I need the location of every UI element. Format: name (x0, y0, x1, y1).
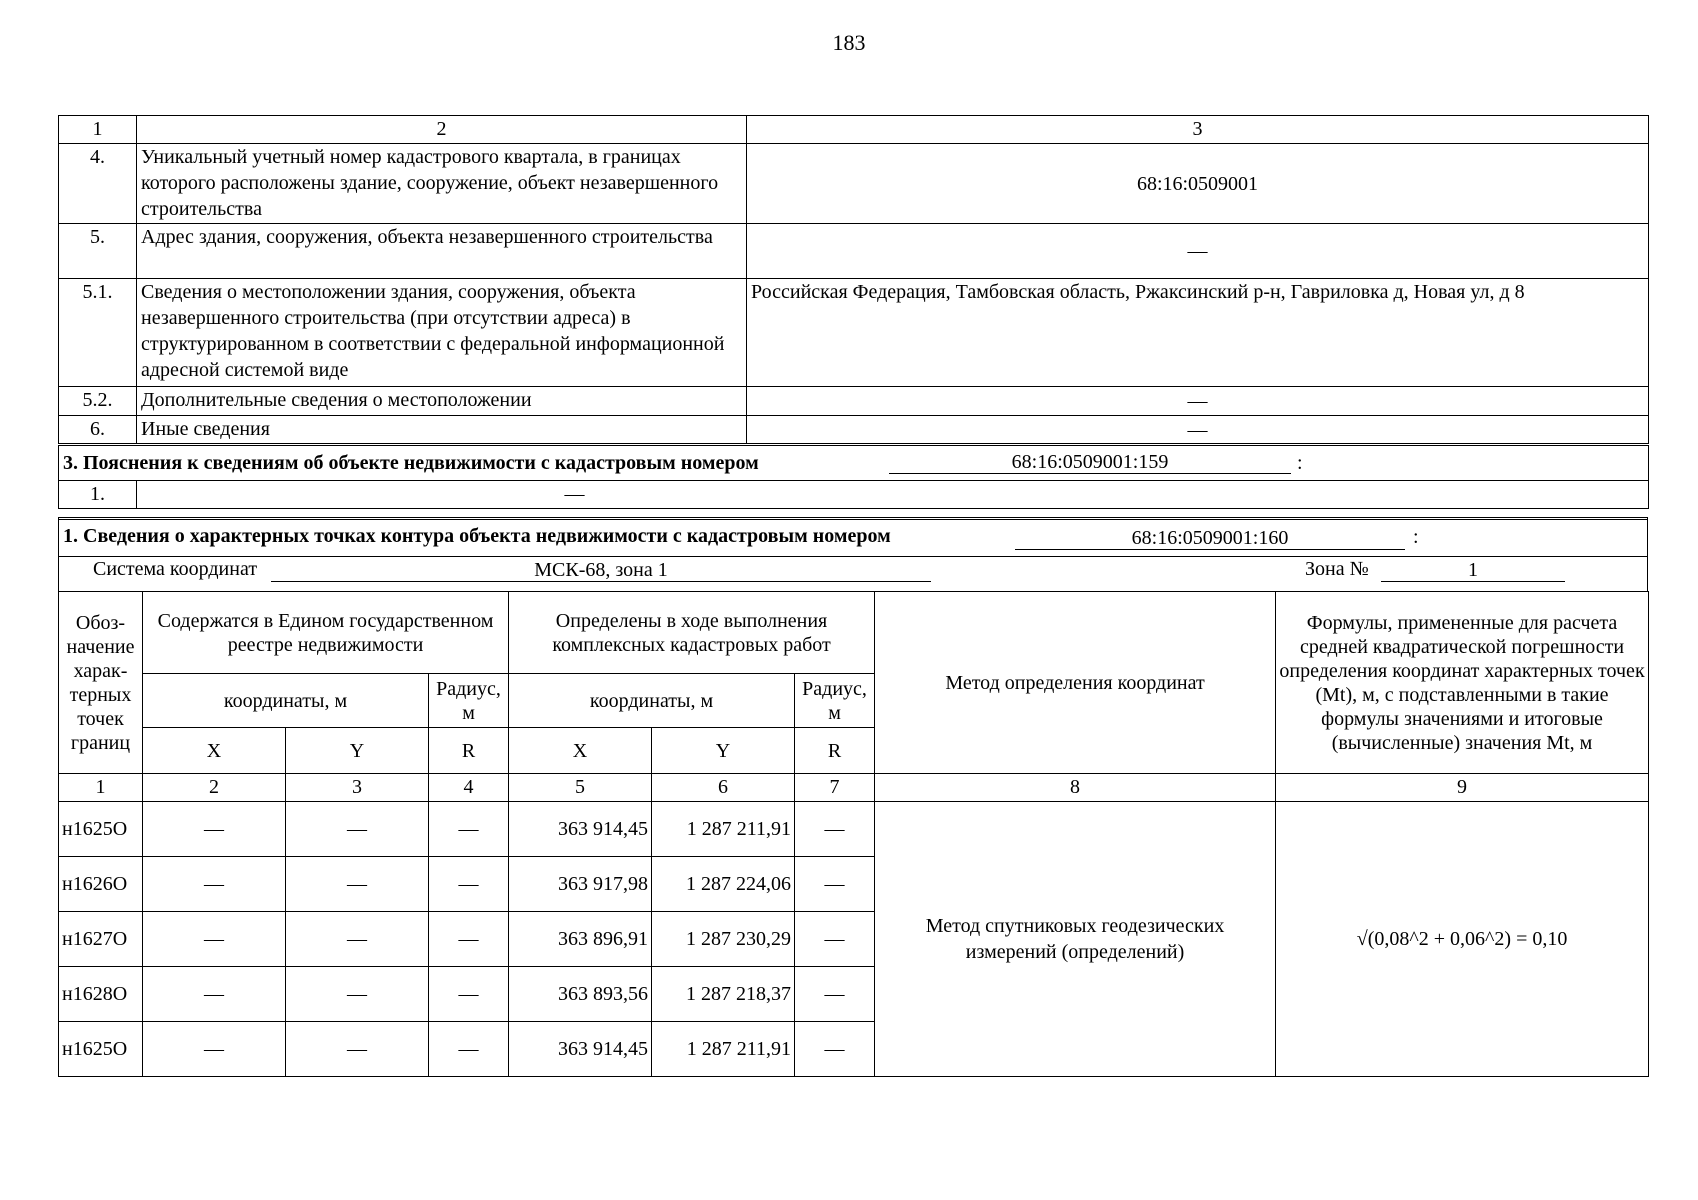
row-value: — (747, 224, 1649, 279)
coord-system-label: Система координат (93, 558, 258, 580)
header-kkr-y: Y (652, 728, 795, 774)
row-number: 1. (59, 481, 137, 509)
egrn-r: — (429, 912, 509, 967)
row-label: Адрес здания, сооружения, объекта незавершенного строительства (137, 224, 747, 279)
col-num-7: 7 (795, 774, 875, 802)
section3-row (59, 481, 1649, 509)
kkr-x: 363 893,56 (509, 967, 652, 1022)
header-kkr: Определены в ходе выполнения комплексных кадастровых работ (509, 592, 875, 674)
egrn-x: — (143, 967, 286, 1022)
section3-cadastral-number: 68:16:0509001:159 (889, 451, 1291, 474)
col-num-3: 3 (286, 774, 429, 802)
header-kkr-radius: Радиус, м (795, 674, 875, 728)
header-egrn: Содержатся в Едином государственном реестре недвижимости (143, 592, 509, 674)
row-value: — (747, 416, 1649, 445)
header-egrn-r: R (429, 728, 509, 774)
section1-title-line (59, 517, 1647, 557)
row-number: 4. (59, 144, 137, 224)
kkr-y: 1 287 211,91 (652, 1022, 795, 1077)
row-number: 5.1. (59, 279, 137, 387)
row-value: 68:16:0509001 (747, 144, 1649, 224)
kkr-y: 1 287 218,37 (652, 967, 795, 1022)
header-egrn-radius: Радиус, м (429, 674, 509, 728)
egrn-x: — (143, 802, 286, 857)
kkr-y: 1 287 230,29 (652, 912, 795, 967)
row-number: 5.2. (59, 387, 137, 416)
row-value: Российская Федерация, Тамбовская область, Ржаксинский р-н, Гавриловка д, Новая ул, д 8 (747, 279, 1649, 387)
zone-label: Зона № (1305, 558, 1369, 580)
attribute-row-location (59, 279, 1649, 387)
header-egrn-x: X (143, 728, 286, 774)
point-id: н1628О (59, 967, 143, 1022)
kkr-r: — (795, 912, 875, 967)
col-num-1: 1 (59, 116, 137, 144)
kkr-r: — (795, 802, 875, 857)
zone-value: 1 (1381, 559, 1565, 582)
attribute-row-other-info (59, 416, 1649, 445)
point-id: н1627О (59, 912, 143, 967)
kkr-r: — (795, 967, 875, 1022)
egrn-y: — (286, 802, 429, 857)
kkr-x: 363 914,45 (509, 802, 652, 857)
col-num-8: 8 (875, 774, 1276, 802)
formula-cell: √(0,08^2 + 0,06^2) = 0,10 (1276, 802, 1649, 1077)
section1-colon: : (1413, 526, 1419, 548)
kkr-y: 1 287 211,91 (652, 802, 795, 857)
col-num-3: 3 (747, 116, 1649, 144)
egrn-x: — (143, 912, 286, 967)
egrn-y: — (286, 912, 429, 967)
points-table (58, 591, 1649, 1077)
row-label: Дополнительные сведения о местоположении (137, 387, 747, 416)
header-designation: Обоз-начение харак-терных точек границ (59, 592, 143, 774)
point-id: н1626О (59, 857, 143, 912)
section1-cadastral-number: 68:16:0509001:160 (1015, 527, 1405, 550)
col-num-6: 6 (652, 774, 795, 802)
kkr-y: 1 287 224,06 (652, 857, 795, 912)
attributes-table (58, 115, 1649, 509)
header-kkr-x: X (509, 728, 652, 774)
row-label: Сведения о местоположении здания, сооружения, объекта незавершенного строительства (при отсутствии адреса) в структурированном в соответствии с федеральной информационной адресной системой виде (137, 279, 747, 387)
col-num-2: 2 (143, 774, 286, 802)
section1-header (58, 517, 1648, 591)
column-number-row (59, 116, 1649, 144)
col-num-1: 1 (59, 774, 143, 802)
egrn-y: — (286, 967, 429, 1022)
kkr-x: 363 914,45 (509, 1022, 652, 1077)
egrn-r: — (429, 857, 509, 912)
row-value: — (747, 387, 1649, 416)
header-kkr-r: R (795, 728, 875, 774)
header-egrn-coords: координаты, м (143, 674, 429, 728)
egrn-r: — (429, 802, 509, 857)
point-id: н1625О (59, 1022, 143, 1077)
attribute-row-additional-location (59, 387, 1649, 416)
row-label: Иные сведения (137, 416, 747, 445)
attribute-row-address (59, 224, 1649, 279)
header-method: Метод определения координат (875, 592, 1276, 774)
egrn-y: — (286, 857, 429, 912)
kkr-r: — (795, 1022, 875, 1077)
col-num-5: 5 (509, 774, 652, 802)
section1-title: 1. Сведения о характерных точках контура объекта недвижимости с кадастровым номером (63, 525, 891, 547)
point-id: н1625О (59, 802, 143, 857)
col-num-2: 2 (137, 116, 747, 144)
coordinate-system-line (59, 553, 1647, 591)
col-num-4: 4 (429, 774, 509, 802)
section3-title: 3. Пояснения к сведениям об объекте недвижимости с кадастровым номером (63, 452, 759, 474)
kkr-x: 363 917,98 (509, 857, 652, 912)
section3-title-row (59, 445, 1649, 481)
kkr-x: 363 896,91 (509, 912, 652, 967)
header-formula: Формулы, примененные для расчета средней квадратической погрешности определения координат характерных точек (Mt), м, с подставленными в такие формулы значениями и итоговые (вычисленные) значения Mt, м (1276, 592, 1649, 774)
page-number: 183 (832, 30, 866, 55)
coord-system-value: МСК-68, зона 1 (271, 559, 931, 582)
egrn-r: — (429, 967, 509, 1022)
col-num-9: 9 (1276, 774, 1649, 802)
egrn-y: — (286, 1022, 429, 1077)
method-cell: Метод спутниковых геодезических измерений (определений) (875, 802, 1276, 1077)
egrn-r: — (429, 1022, 509, 1077)
header-egrn-y: Y (286, 728, 429, 774)
kkr-r: — (795, 857, 875, 912)
section3-colon: : (1297, 452, 1303, 474)
row-value: — (137, 481, 1649, 509)
row-label: Уникальный учетный номер кадастрового квартала, в границах которого расположены здание, сооружение, объект незавершенного строительства (137, 144, 747, 224)
egrn-x: — (143, 1022, 286, 1077)
row-number: 5. (59, 224, 137, 279)
attribute-row-cadastral-quarter (59, 144, 1649, 224)
row-number: 6. (59, 416, 137, 445)
table-row (59, 802, 1649, 857)
column-number-row (59, 774, 1649, 802)
egrn-x: — (143, 857, 286, 912)
header-kkr-coords: координаты, м (509, 674, 795, 728)
